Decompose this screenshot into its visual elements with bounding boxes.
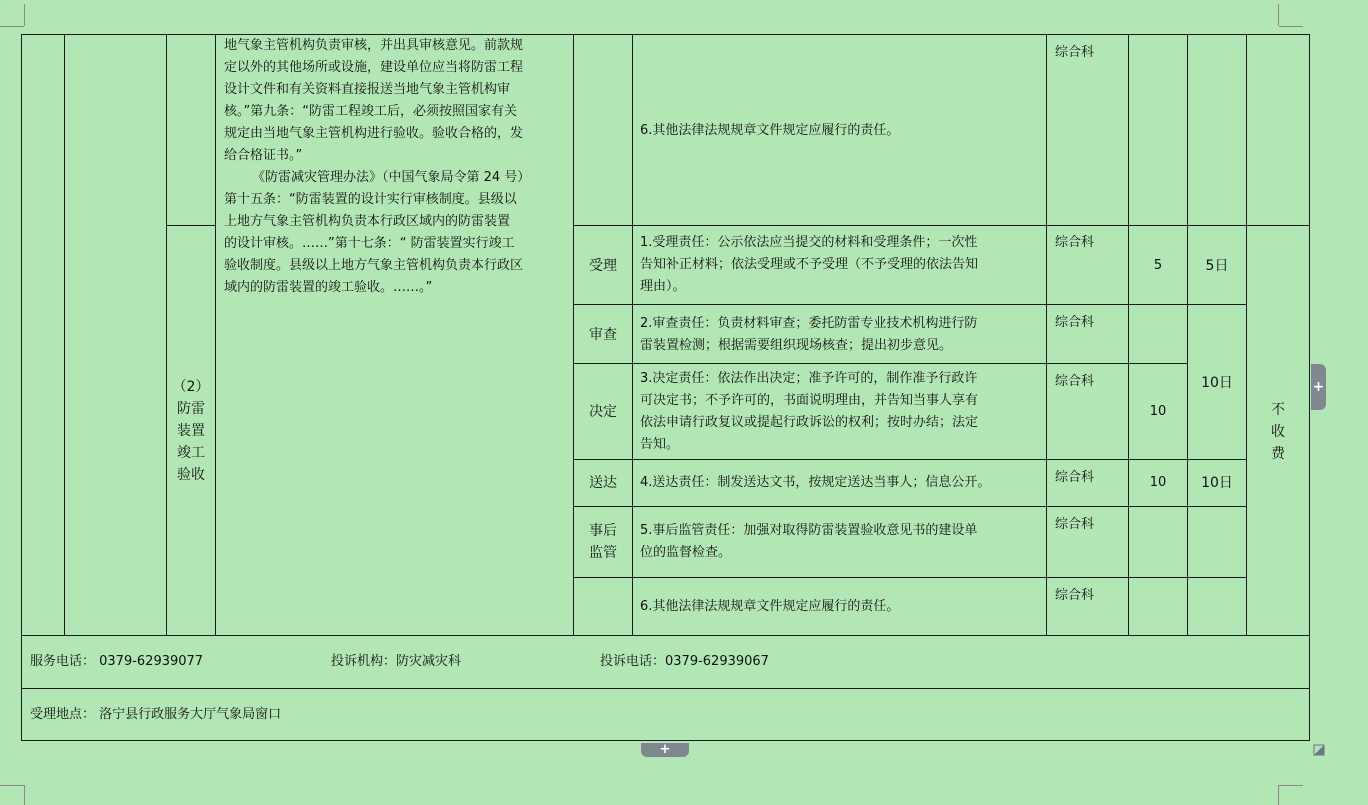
crop-mark [1278, 785, 1279, 805]
table-bottom-border [21, 740, 1310, 741]
row-divider [573, 459, 1246, 460]
dept-text: 综合科 [1055, 45, 1095, 60]
stage-label: 送达 [589, 475, 617, 491]
col-divider [632, 34, 633, 636]
fee-char: 收 [1271, 424, 1285, 440]
complaint-org: 投诉机构：防灾减灾科 [331, 654, 462, 669]
item-name-line: 防雷 [177, 401, 205, 417]
duty-line: 可决定书；不予许可的，书面说明理由，并告知当事人享有 [640, 393, 979, 408]
col-divider [64, 34, 65, 636]
col-divider [1046, 34, 1047, 636]
plus-icon: + [659, 742, 671, 757]
crop-mark [0, 785, 24, 786]
row-divider [573, 304, 1246, 305]
item-name-cell [167, 376, 215, 486]
row-divider [573, 363, 1187, 364]
stage-line: 事后 [589, 523, 617, 539]
dept-text: 综合科 [1055, 374, 1095, 389]
table-resize-handle[interactable] [1313, 744, 1325, 756]
law-text-line: 验收制度。县级以上地方气象主管机构负责本行政区 [224, 258, 524, 273]
duty-line: 雷装置检测；根据需要组织现场核查；提出初步意见。 [640, 338, 953, 353]
law-text-line: 给合格证书。” [224, 148, 303, 163]
law-text-line: 域内的防雷装置的竣工验收。……。” [224, 280, 433, 295]
row-divider [573, 506, 1246, 507]
days-value: 10 [1149, 475, 1167, 490]
crop-mark [1279, 785, 1303, 786]
duty-text [640, 520, 1040, 564]
duty-line: 6.其他法律法规规章文件规定应履行的责任。 [640, 599, 900, 614]
duty-line: 1.受理责任：公示依法应当提交的材料和受理条件；一次性 [640, 235, 978, 250]
days-value: 10 [1149, 404, 1167, 419]
col-divider [1246, 34, 1247, 636]
duty-text [640, 472, 1044, 494]
service-phone: 服务电话： 0379-62939077 [30, 654, 204, 669]
law-text-line: 《防雷减灾管理办法》（中国气象局令第 24 号） [252, 170, 531, 185]
limit-value: 10日 [1201, 375, 1233, 391]
row-divider [166, 225, 216, 226]
dept-text: 综合科 [1055, 588, 1095, 603]
approval-table [21, 34, 1310, 741]
resize-icon [1313, 744, 1325, 756]
law-text-line: 地气象主管机构负责审核，并出具审核意见。前款规 [224, 38, 524, 53]
item-name-line: 验收 [177, 467, 205, 483]
stage-label: 决定 [589, 404, 617, 420]
stage-line: 监管 [589, 545, 617, 561]
law-text-line: 上地方气象主管机构负责本行政区域内的防雷装置 [224, 214, 511, 229]
duty-line: 2.审查责任：负责材料审查；委托防雷专业技术机构进行防 [640, 316, 978, 331]
law-text-line: 的设计审核。……”第十七条：“ 防雷装置实行竣工 [224, 236, 515, 251]
row-divider [573, 577, 1246, 578]
stage-label: 受理 [589, 258, 617, 274]
table-right-border [1309, 34, 1310, 741]
law-text-line: 核。”第九条：“防雷工程竣工后，必须按照国家有关 [224, 104, 517, 119]
dept-text: 综合科 [1055, 470, 1095, 485]
duty-line: 位的监督检查。 [640, 545, 732, 560]
add-row-button[interactable] [641, 743, 689, 757]
col-divider [1128, 34, 1129, 636]
row-divider [1128, 363, 1187, 364]
stage-label: 审查 [589, 327, 617, 343]
law-text-line: 设计文件和有关资料直接报送当地气象主管机构审 [224, 82, 511, 97]
item-name-line: 竣工 [177, 445, 205, 461]
duty-text [640, 232, 1040, 298]
duty-text [640, 596, 1040, 618]
law-text-cell [224, 35, 569, 299]
dept-text: 综合科 [1055, 517, 1095, 532]
duty-line: 告知补正材料；依法受理或不予受理（不予受理的依法告知 [640, 257, 979, 272]
law-text-line: 规定由当地气象主管机构进行验收。验收合格的，发 [224, 126, 524, 141]
dept-text: 综合科 [1055, 315, 1095, 330]
duty-line: 3.决定责任：依法作出决定；准予许可的，制作准予行政许 [640, 371, 978, 386]
duty-line: 6.其他法律法规规章文件规定应履行的责任。 [640, 123, 900, 138]
stage-label [574, 520, 632, 564]
col-divider [1187, 34, 1188, 636]
table-left-border [21, 34, 22, 741]
crop-mark [24, 785, 25, 805]
duty-text [640, 313, 1040, 357]
plus-icon: + [1312, 379, 1325, 395]
law-text-line: 定以外的其他场所或设施，建设单位应当将防雷工程 [224, 60, 524, 75]
add-column-button[interactable] [1311, 364, 1326, 410]
item-name-line: 装置 [177, 423, 205, 439]
duty-line: 理由）。 [640, 279, 686, 294]
duty-line: 5.事后监管责任：加强对取得防雷装置验收意见书的建设单 [640, 523, 978, 538]
item-name-line: （2） [172, 379, 210, 395]
duty-line: 告知。 [640, 437, 680, 452]
fee-char: 不 [1271, 402, 1285, 418]
duty-line: 依法申请行政复议或提起行政诉讼的权利；按时办结；法定 [640, 415, 979, 430]
fee-char: 费 [1271, 446, 1285, 462]
dept-text: 综合科 [1055, 235, 1095, 250]
duty-text [640, 120, 1040, 142]
service-location: 受理地点： 洛宁县行政服务大厅气象局窗口 [30, 707, 282, 722]
row-divider [573, 225, 1310, 226]
row-divider [21, 688, 1310, 689]
duty-line: 4.送达责任：制发送达文书，按规定送达当事人；信息公开。 [640, 475, 991, 490]
duty-text [640, 368, 1040, 456]
fee-cell [1247, 399, 1309, 465]
crop-mark [1278, 4, 1279, 26]
limit-value: 10日 [1201, 475, 1233, 491]
complaint-phone: 投诉电话：0379-62939067 [600, 654, 769, 669]
crop-mark [24, 4, 25, 26]
col-divider [215, 34, 216, 636]
law-text-line: 第十五条：“防雷装置的设计实行审核制度。县级以 [224, 192, 517, 207]
days-value: 5 [1153, 258, 1163, 273]
limit-value: 5日 [1205, 258, 1229, 274]
crop-mark [1279, 26, 1303, 27]
col-divider [166, 34, 167, 636]
crop-mark [0, 26, 24, 27]
